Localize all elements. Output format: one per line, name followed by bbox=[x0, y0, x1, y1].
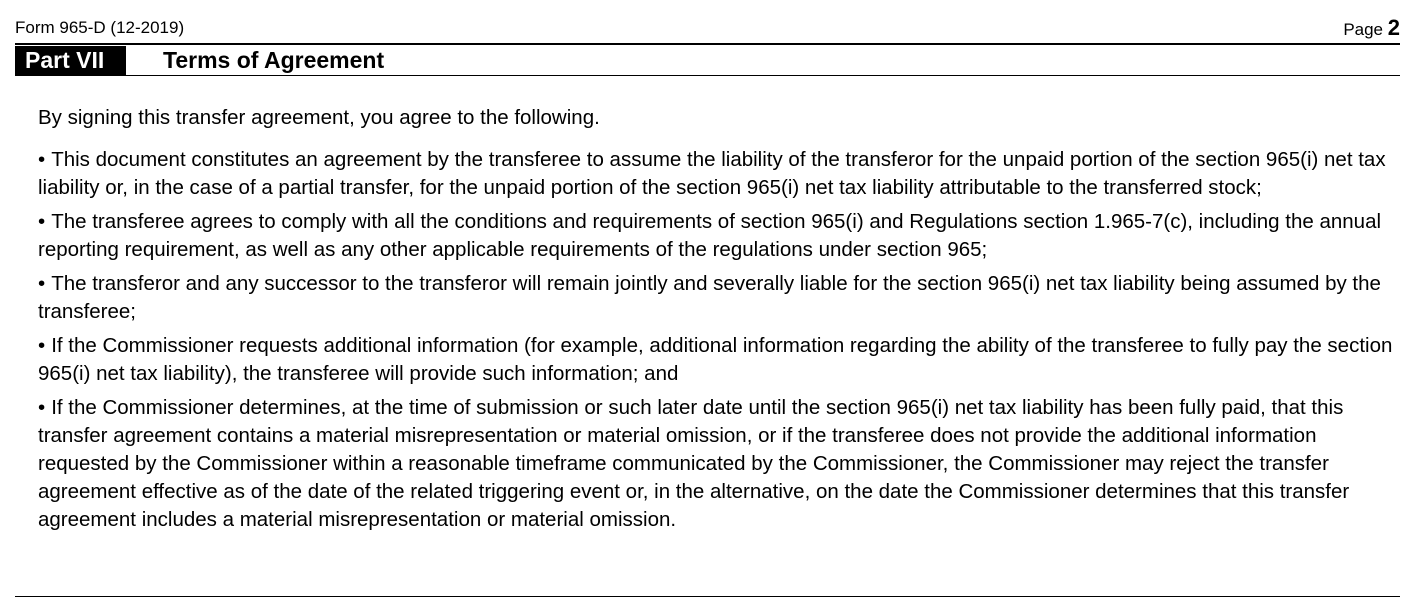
page-number: 2 bbox=[1387, 15, 1400, 40]
page-label bbox=[1343, 16, 1400, 42]
part-label: Part VII bbox=[15, 46, 126, 75]
term-text: The transferor and any successor to the transferor will remain jointly and severally liable for the section 965(i) net tax liability being assumed by the transferee; bbox=[38, 272, 1381, 323]
bullet-icon: • bbox=[38, 272, 46, 295]
term-item bbox=[38, 394, 1400, 534]
term-item bbox=[38, 146, 1400, 202]
part-divider bbox=[15, 75, 1400, 76]
intro-text: By signing this transfer agreement, you agree to the following. bbox=[38, 106, 600, 129]
term-text: If the Commissioner requests additional information (for example, additional information regarding the ability of the transferee to fully pay the section 965(i) net tax liability), the transferee will provide such information; and bbox=[38, 334, 1393, 385]
bullet-icon: • bbox=[38, 148, 46, 171]
bullet-icon: • bbox=[38, 396, 46, 419]
term-text: The transferee agrees to comply with all the conditions and requirements of section 965(i) and Regulations section 1.965-7(c), including the annual reporting requirement, as well as any other applicable requirements of the regulations under section 965; bbox=[38, 210, 1382, 261]
bullet-icon: • bbox=[38, 210, 46, 233]
form-identifier: Form 965-D (12-2019) bbox=[15, 18, 185, 37]
term-item bbox=[38, 332, 1400, 388]
page-prefix: Page bbox=[1343, 20, 1384, 39]
agreement-body bbox=[38, 104, 1400, 540]
part-title: Terms of Agreement bbox=[163, 47, 385, 73]
term-item bbox=[38, 208, 1400, 264]
bottom-divider bbox=[15, 596, 1400, 597]
term-text: If the Commissioner determines, at the time of submission or such later date until the section 965(i) net tax liability has been fully paid, that this transfer agreement contains a material misrepresentation or material omission, or if the transferee does not provide the additional information requested by the Commissioner within a reasonable timeframe communicated by the Commissioner, the Commissioner may reject the transfer agreement effective as of the date of the related triggering event or, in the alternative, on the date the Commissioner determines that this transfer agreement includes a material misrepresentation or material omission. bbox=[38, 396, 1350, 531]
terms-list bbox=[38, 146, 1400, 534]
term-text: This document constitutes an agreement by the transferee to assume the liability of the transferor for the unpaid portion of the section 965(i) net tax liability or, in the case of a partial transfer, for the unpaid portion of the section 965(i) net tax liability attributable to the transferred stock; bbox=[38, 148, 1386, 199]
bullet-icon: • bbox=[38, 334, 46, 357]
term-item bbox=[38, 270, 1400, 326]
header-divider bbox=[15, 43, 1400, 45]
